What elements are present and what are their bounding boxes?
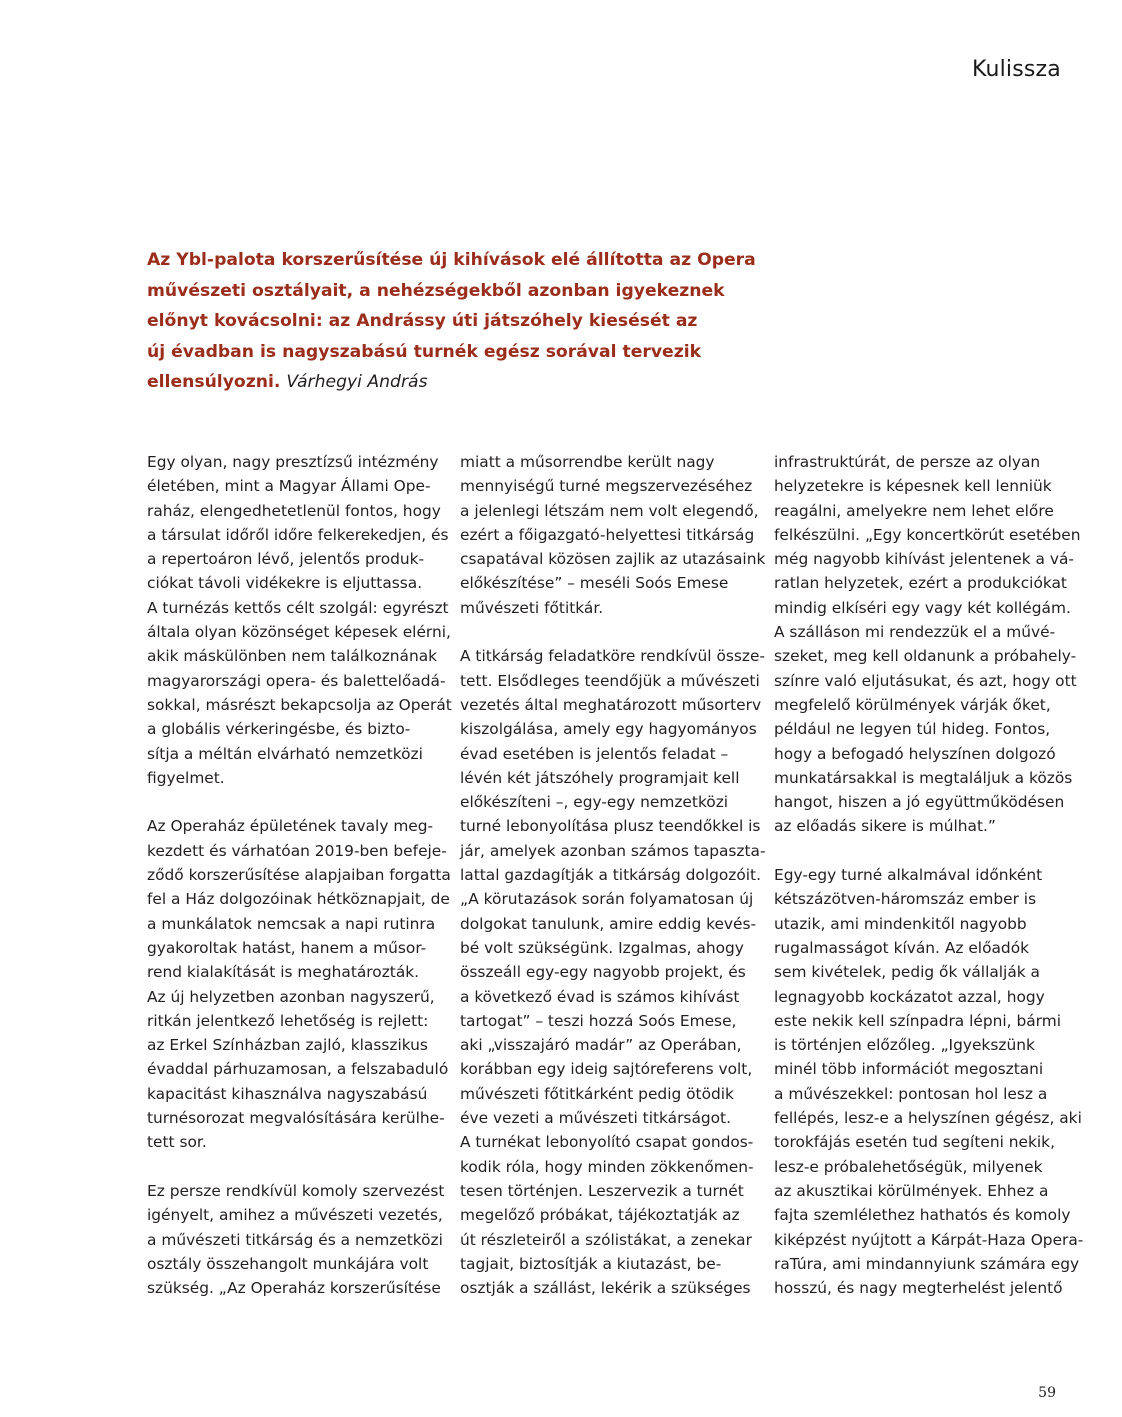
- section-title: Kulissza: [971, 57, 1061, 82]
- body-text-line: munkatársakkal is megtaláljuk a közös: [774, 768, 1073, 787]
- body-text-line: fellépés, lesz-e a helyszínen gégész, aki: [774, 1109, 1082, 1128]
- paragraph-gap: [147, 1155, 452, 1179]
- lead-line: művészeti osztályait, a nehézségekből azonban igyekeznek: [147, 280, 725, 301]
- body-text-line: megelőző próbákat, tájékoztatják az: [460, 1206, 740, 1225]
- page-number: 59: [1038, 1385, 1056, 1401]
- body-text-line: művészeti főtitkárként pedig ötödik: [460, 1084, 734, 1103]
- body-text-line: utazik, ami mindenkitől nagyobb: [774, 914, 1027, 933]
- body-text-line: a társulat időről időre felkerekedjen, és: [147, 525, 449, 544]
- article-lead: [147, 245, 787, 398]
- body-text-line: ciókat távoli vidékekre is eljuttassa.: [147, 574, 423, 593]
- body-text-line: kiképzést nyújtott a Kárpát-Haza Opera-: [774, 1230, 1084, 1249]
- body-text-line: aki „visszajáró madár” az Operában,: [460, 1036, 742, 1055]
- body-text-line: általa olyan közönséget képesek elérni,: [147, 623, 451, 642]
- body-column-3: [774, 450, 1083, 1300]
- body-text-line: korábban egy ideig sajtóreferens volt,: [460, 1060, 753, 1079]
- lead-line: új évadban is nagyszabású turnék egész sorával tervezik: [147, 341, 702, 362]
- body-text-line: az akusztikai körülmények. Ehhez a: [774, 1181, 1049, 1200]
- body-text-line: bé volt szükségünk. Izgalmas, ahogy: [460, 938, 744, 957]
- body-text-line: ezért a főigazgató-helyettesi titkárság: [460, 525, 755, 544]
- body-text-line: színre való eljutásukat, és azt, hogy ott: [774, 671, 1077, 690]
- body-text-line: a repertoáron lévő, jelentős produk-: [147, 550, 425, 569]
- body-text-line: ratlan helyzetek, ezért a produkciókat: [774, 574, 1067, 593]
- body-text-line: hogy a befogadó helyszínen dolgozó: [774, 744, 1056, 763]
- body-text-line: A turnékat lebonyolító csapat gondos-: [460, 1133, 754, 1152]
- body-text-line: osztály összehangolt munkájára volt: [147, 1254, 429, 1273]
- body-text-line: például ne legyen túl hideg. Fontos,: [774, 720, 1051, 739]
- body-text-line: raház, elengedhetetlenül fontos, hogy: [147, 501, 441, 520]
- body-text-line: az Erkel Színházban zajló, klasszikus: [147, 1036, 428, 1055]
- author-byline: Várhegyi András: [286, 372, 428, 392]
- body-text-line: este nekik kell színpadra lépni, bármi: [774, 1011, 1061, 1030]
- body-column-1: [147, 450, 452, 1300]
- body-text-line: Az Operaház épületének tavaly meg-: [147, 817, 434, 836]
- body-text-line: sokkal, másrészt bekapcsolja az Operát: [147, 695, 452, 714]
- body-text-line: turné lebonyolítása plusz teendőkkel is: [460, 817, 761, 836]
- body-text-line: éve vezeti a művészeti titkárságot.: [460, 1109, 731, 1128]
- body-text-line: turnésorozat megvalósítására kerülhe-: [147, 1109, 445, 1128]
- body-text-line: dolgokat tanulunk, amire eddig kevés-: [460, 914, 757, 933]
- body-text-line: ződő korszerűsítése alapjaiban forgatta: [147, 866, 451, 885]
- body-text-line: rend kialakítását is meghatározták.: [147, 963, 420, 982]
- body-text-line: előkészíteni –, egy-egy nemzetközi: [460, 793, 729, 812]
- body-text-line: torokfájás esetén tud segíteni nekik,: [774, 1133, 1055, 1152]
- body-text-line: miatt a műsorrendbe került nagy: [460, 453, 715, 471]
- body-text-line: tett sor.: [147, 1133, 207, 1152]
- body-text-line: megfelelő körülmények várják őket,: [774, 695, 1051, 714]
- body-text-line: kapacitást kihasználva nagyszabású: [147, 1084, 428, 1103]
- lead-line-last: [147, 367, 787, 398]
- body-text-line: raTúra, ami mindannyiunk számára egy: [774, 1254, 1080, 1273]
- body-text-line: hosszú, és nagy megterhelést jelentő: [774, 1279, 1063, 1298]
- paragraph-gap: [774, 839, 1083, 863]
- paragraph-gap: [460, 620, 766, 644]
- body-text-line: előkészítése” – meséli Soós Emese: [460, 574, 729, 593]
- body-text-line: még nagyobb kihívást jelentenek a vá-: [774, 550, 1074, 569]
- body-column-2: [460, 450, 766, 1300]
- body-text-line: lattal gazdagítják a titkárság dolgozóit.: [460, 866, 761, 885]
- body-text-line: út részleteiről a szólistákat, a zenekar: [460, 1230, 752, 1249]
- body-text-line: a következő évad is számos kihívást: [460, 987, 740, 1006]
- body-text-line: kétszázötven-háromszáz ember is: [774, 890, 1037, 909]
- body-text-line: a művészeti titkárság és a nemzetközi: [147, 1230, 443, 1249]
- body-text-line: infrastruktúrát, de persze az olyan: [774, 453, 1041, 471]
- body-text-line: felkészülni. „Egy koncertkörút esetében: [774, 525, 1081, 544]
- body-text-line: ritkán jelentkező lehetőség is rejlett:: [147, 1011, 429, 1030]
- body-text-line: mindig elkíséri egy vagy két kollégám.: [774, 598, 1071, 617]
- body-text-line: fajta szemlélethez hathatós és komoly: [774, 1206, 1071, 1225]
- body-text-line: A titkárság feladatköre rendkívül össze-: [460, 647, 765, 666]
- body-text-line: Az új helyzetben azonban nagyszerű,: [147, 987, 435, 1006]
- body-text-line: is történjen előzőleg. „Igyekszünk: [774, 1036, 1035, 1055]
- lead-line: Az Ybl-palota korszerűsítése új kihívások elé állította az Opera: [147, 250, 756, 270]
- body-text-line: lesz-e próbalehetőségük, milyenek: [774, 1157, 1043, 1176]
- body-text-line: hangot, hiszen a jó együttműködésen: [774, 793, 1065, 812]
- body-text-line: kiszolgálása, amely egy hagyományos: [460, 720, 757, 739]
- body-text-line: Egy olyan, nagy presztízsű intézmény: [147, 453, 439, 471]
- body-text-line: vezetés által meghatározott műsorterv: [460, 695, 762, 714]
- body-text-line: akik máskülönben nem találkoznának: [147, 647, 438, 666]
- body-text-line: művészeti főtitkár.: [460, 598, 604, 617]
- body-text-line: A szálláson mi rendezzük el a művé-: [774, 623, 1056, 642]
- body-text-line: Egy-egy turné alkalmával időnként: [774, 866, 1043, 885]
- body-text-line: a munkálatok nemcsak a napi rutinra: [147, 914, 436, 933]
- body-text-line: jár, amelyek azonban számos tapaszta-: [460, 841, 766, 860]
- body-text-line: helyzetekre is képesnek kell lenniük: [774, 477, 1052, 496]
- body-text-line: tartogat” – teszi hozzá Soós Emese,: [460, 1011, 737, 1030]
- body-text-line: Ez persze rendkívül komoly szervezést: [147, 1181, 445, 1200]
- body-text-line: minél több információt megosztani: [774, 1060, 1044, 1079]
- body-text-line: összeáll egy-egy nagyobb projekt, és: [460, 963, 746, 982]
- body-text-line: a művészekkel: pontosan hol lesz a: [774, 1084, 1048, 1103]
- body-text-line: gyakoroltak hatást, hanem a műsor-: [147, 938, 427, 957]
- body-text-line: osztják a szállást, lekérik a szükséges: [460, 1279, 751, 1298]
- body-text-line: fel a Ház dolgozóinak hétköznapjait, de: [147, 890, 450, 909]
- lead-line: előnyt kovácsolni: az Andrássy úti játszóhely kiesését az: [147, 311, 698, 331]
- body-text-line: csapatával közösen zajlik az utazásaink: [460, 550, 766, 569]
- body-text-line: tagjait, biztosítják a kiutazást, be-: [460, 1254, 722, 1273]
- body-text-line: az előadás sikere is múlhat.”: [774, 817, 996, 836]
- body-text-line: lévén két játszóhely programjait kell: [460, 768, 740, 787]
- body-text-line: szükség. „Az Operaház korszerűsítése: [147, 1279, 441, 1298]
- paragraph-gap: [147, 790, 452, 814]
- body-text-line: „A körutazások során folyamatosan új: [460, 890, 754, 909]
- body-text-line: A turnézás kettős célt szolgál: egyrészt: [147, 598, 449, 617]
- body-text-line: reagálni, amelyekre nem lehet előre: [774, 501, 1054, 520]
- body-text-line: szeket, meg kell oldanunk a próbahely-: [774, 647, 1077, 666]
- body-text-line: sítja a méltán elvárható nemzetközi: [147, 744, 423, 763]
- body-text-line: figyelmet.: [147, 768, 225, 787]
- body-text-line: kodik róla, hogy minden zökkenőmen-: [460, 1157, 754, 1176]
- body-text-line: a globális vérkeringésbe, és biztο-: [147, 720, 411, 739]
- body-text-line: magyarországi opera- és balettelőadá-: [147, 671, 446, 690]
- body-text-line: tesen történjen. Leszervezik a turnét: [460, 1181, 744, 1200]
- body-text-line: sem kivételek, pedig ők vállalják a: [774, 963, 1040, 982]
- body-text-line: tett. Elsődleges teendőjük a művészeti: [460, 671, 760, 690]
- body-text-line: rugalmasságot kíván. Az előadók: [774, 938, 1030, 957]
- lead-line: ellensúlyozni.: [147, 372, 281, 392]
- body-text-line: igényelt, amihez a művészeti vezetés,: [147, 1206, 443, 1225]
- body-text-line: a jelenlegi létszám nem volt elegendő,: [460, 501, 759, 520]
- body-text-line: kezdett és várhatóan 2019-ben befeje-: [147, 841, 447, 860]
- body-text-line: életében, mint a Magyar Állami Ope-: [147, 477, 431, 496]
- body-text-line: évad esetében is jelentős feladat –: [460, 744, 729, 763]
- body-text-line: évaddal párhuzamosan, a felszabaduló: [147, 1060, 449, 1079]
- body-text-line: legnagyobb kockázatot azzal, hogy: [774, 987, 1045, 1006]
- body-text-line: mennyiségű turné megszervezéséhez: [460, 477, 753, 496]
